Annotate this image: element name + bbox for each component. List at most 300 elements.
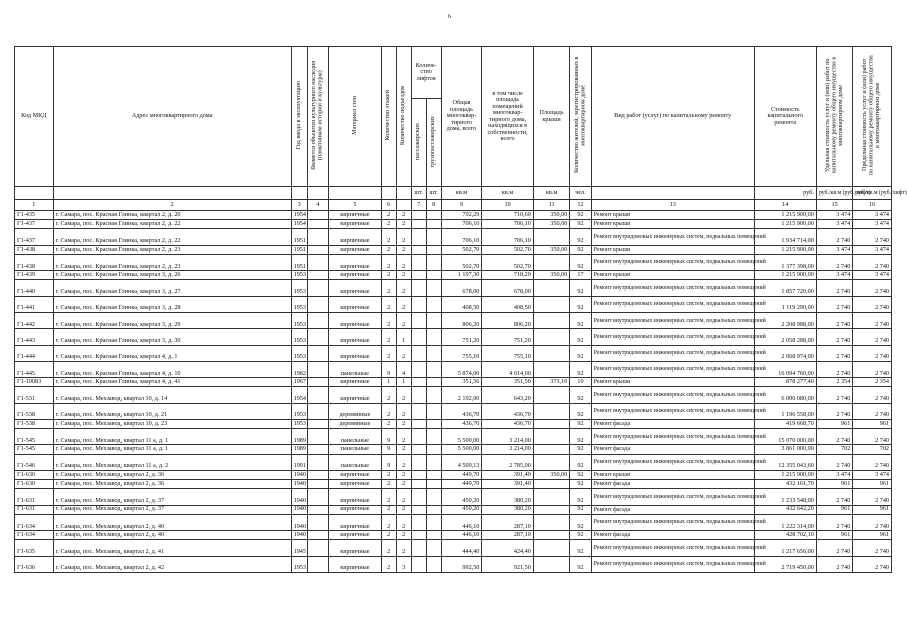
area-property-cell: 380,20 <box>482 489 533 505</box>
area-property-cell: 706,10 <box>482 229 533 245</box>
lifts-pass-cell <box>411 514 426 530</box>
table-row <box>15 220 892 229</box>
address-cell: г. Самара, пос. Мехзавод, квартал 2, д. 37 <box>53 489 291 505</box>
floors-cell: 2 <box>381 345 396 361</box>
residents-cell: 92 <box>570 229 591 245</box>
area-property-cell: 678,00 <box>482 280 533 296</box>
work-type-cell: Ремонт внутридомовых инженерных систем, подвальных помещений <box>591 403 754 419</box>
area-total-cell: 5 500,00 <box>441 445 482 454</box>
max-cost-cell: 2 740 <box>853 489 892 505</box>
roof-area-cell <box>533 296 569 312</box>
year-cell: 1940 <box>291 531 307 540</box>
unit-unit-cost: руб./кв.м (руб./лифт) <box>816 187 852 200</box>
entrances-cell: 2 <box>396 429 411 445</box>
code-cell: Г1-635 <box>15 540 54 556</box>
lifts-cargo-cell <box>426 489 441 505</box>
entrances-cell: 2 <box>396 419 411 428</box>
residents-cell: 92 <box>570 220 591 229</box>
area-property-cell: 4 014,00 <box>482 361 533 377</box>
residents-cell: 92 <box>570 489 591 505</box>
lifts-cargo-cell <box>426 505 441 514</box>
roof-area-cell <box>533 329 569 345</box>
residents-cell: 92 <box>570 540 591 556</box>
wall-cell: кирпичные <box>329 556 382 572</box>
floors-cell: 2 <box>381 514 396 530</box>
address-cell: г. Самара, пос. Мехзавод, квартал 11 а, д. 2 <box>53 454 291 470</box>
work-type-cell: Ремонт фасада <box>591 480 754 489</box>
max-cost-cell: 2 354 <box>853 378 892 387</box>
year-cell: 1940 <box>291 505 307 514</box>
work-type-cell: Ремонт внутридомовых инженерных систем, подвальных помещений <box>591 345 754 361</box>
code-cell: Г1-444 <box>15 345 54 361</box>
area-total-cell: 2 192,00 <box>441 387 482 403</box>
wall-cell: кирпичные <box>329 245 382 254</box>
wall-cell: кирпичные <box>329 480 382 489</box>
cost-cell: 15 070 000,00 <box>754 429 816 445</box>
work-type-cell: Ремонт крыши <box>591 245 754 254</box>
floors-cell: 2 <box>381 312 396 328</box>
cost-cell: 1 215 900,00 <box>754 470 816 479</box>
cost-cell: 2 208 988,00 <box>754 312 816 328</box>
year-cell: 1989 <box>291 429 307 445</box>
cost-cell: 2 719 450,00 <box>754 556 816 572</box>
cost-cell: 432 642,20 <box>754 505 816 514</box>
area-property-cell: 287,10 <box>482 531 533 540</box>
wall-cell: деревянные <box>329 419 382 428</box>
wall-cell: кирпичные <box>329 531 382 540</box>
area-property-cell: 710,60 <box>482 211 533 220</box>
area-total-cell: 449,70 <box>441 470 482 479</box>
floors-cell: 2 <box>381 245 396 254</box>
area-total-cell: 755,10 <box>441 345 482 361</box>
area-property-cell: 3 214,00 <box>482 445 533 454</box>
work-type-cell: Ремонт внутридомовых инженерных систем, подвальных помещений <box>591 296 754 312</box>
cost-cell: 6 006 080,00 <box>754 387 816 403</box>
heritage-cell <box>307 211 328 220</box>
wall-cell: кирпичные <box>329 345 382 361</box>
residents-cell: 92 <box>570 345 591 361</box>
area-property-cell: 3 214,00 <box>482 429 533 445</box>
roof-area-cell <box>533 229 569 245</box>
code-cell: Г1-10083 <box>15 378 54 387</box>
col-lifts-cargo-header: грузопассажирских <box>429 115 437 167</box>
area-total-cell: 706,10 <box>441 229 482 245</box>
wall-cell: кирпичные <box>329 280 382 296</box>
lifts-cargo-cell <box>426 329 441 345</box>
table-row <box>15 445 892 454</box>
work-type-cell: Ремонт крыши <box>591 470 754 479</box>
code-cell: Г1-442 <box>15 312 54 328</box>
lifts-cargo-cell <box>426 429 441 445</box>
year-cell: 1940 <box>291 489 307 505</box>
residents-cell: 92 <box>570 211 591 220</box>
work-type-cell: Ремонт внутридомовых инженерных систем, подвальных помещений <box>591 556 754 572</box>
code-cell: Г1-439 <box>15 271 54 280</box>
unit-cost-cell: 961 <box>816 480 852 489</box>
roof-area-cell <box>533 445 569 454</box>
lifts-cargo-cell <box>426 345 441 361</box>
lifts-cargo-cell <box>426 378 441 387</box>
max-cost-cell: 3 474 <box>853 470 892 479</box>
residents-cell: 92 <box>570 531 591 540</box>
roof-area-cell: 350,00 <box>533 245 569 254</box>
unit-cost-cell: 2 740 <box>816 254 852 270</box>
floors-cell: 2 <box>381 254 396 270</box>
cost-cell: 432 161,70 <box>754 480 816 489</box>
area-property-cell: 643,20 <box>482 387 533 403</box>
roof-area-cell <box>533 429 569 445</box>
work-type-cell: Ремонт внутридомовых инженерных систем, подвальных помещений <box>591 387 754 403</box>
lifts-pass-cell <box>411 254 426 270</box>
heritage-cell <box>307 514 328 530</box>
max-cost-cell: 2 740 <box>853 387 892 403</box>
col-lifts-pass-header: пассажирских <box>414 122 422 160</box>
lifts-cargo-cell <box>426 556 441 572</box>
address-cell: г. Самара, пос. Красная Глинка, квартал 2, д. 22 <box>53 220 291 229</box>
lifts-pass-cell <box>411 245 426 254</box>
entrances-cell: 1 <box>396 378 411 387</box>
cost-cell: 1 233 548,00 <box>754 489 816 505</box>
lifts-pass-cell <box>411 296 426 312</box>
max-cost-cell: 3 474 <box>853 245 892 254</box>
wall-cell: панельные <box>329 454 382 470</box>
heritage-cell <box>307 312 328 328</box>
lifts-cargo-cell <box>426 387 441 403</box>
max-cost-cell: 2 740 <box>853 345 892 361</box>
table-row <box>15 211 892 220</box>
residents-cell: 92 <box>570 419 591 428</box>
entrances-cell: 2 <box>396 514 411 530</box>
col-address-header: Адрес многоквартирного дома <box>53 47 291 187</box>
lifts-cargo-cell <box>426 271 441 280</box>
lifts-pass-cell <box>411 361 426 377</box>
cost-cell: 1 222 314,00 <box>754 514 816 530</box>
address-cell: г. Самара, пос. Красная Глинка, квартал 4, д. 10 <box>53 361 291 377</box>
unit-cost-cell: 2 740 <box>816 280 852 296</box>
cost-cell: 1 119 290,00 <box>754 296 816 312</box>
residents-cell: 92 <box>570 361 591 377</box>
unit-roof-area: кв.м <box>533 187 569 200</box>
col-entrances-header: Количество подъездов <box>399 85 407 145</box>
unit-cost-cell: 2 740 <box>816 345 852 361</box>
table-row <box>15 556 892 572</box>
work-type-cell: Ремонт крыши <box>591 271 754 280</box>
unit-cost-cell: 961 <box>816 419 852 428</box>
table-row <box>15 403 892 419</box>
table-row <box>15 229 892 245</box>
year-cell: 1991 <box>291 454 307 470</box>
code-cell: Г1-630 <box>15 470 54 479</box>
lifts-pass-cell <box>411 489 426 505</box>
cost-cell: 1 215 900,00 <box>754 211 816 220</box>
area-property-cell: 502,70 <box>482 245 533 254</box>
area-total-cell: 450,20 <box>441 505 482 514</box>
area-property-cell: 806,20 <box>482 312 533 328</box>
year-cell: 1982 <box>291 361 307 377</box>
heritage-cell <box>307 220 328 229</box>
area-total-cell: 351,56 <box>441 378 482 387</box>
lifts-pass-cell <box>411 445 426 454</box>
heritage-cell <box>307 454 328 470</box>
heritage-cell <box>307 470 328 479</box>
work-type-cell: Ремонт фасада <box>591 505 754 514</box>
heritage-cell <box>307 429 328 445</box>
col-code-header: Код МКД <box>15 47 54 187</box>
address-cell: г. Самара, пос. Мехзавод, квартал 2, д. 42 <box>53 556 291 572</box>
cost-cell: 12 355 043,60 <box>754 454 816 470</box>
floors-cell: 2 <box>381 211 396 220</box>
unit-cost-cell: 3 474 <box>816 470 852 479</box>
year-cell: 1953 <box>291 345 307 361</box>
year-cell: 1951 <box>291 254 307 270</box>
entrances-cell: 2 <box>396 254 411 270</box>
unit-cost-cell: 3 474 <box>816 211 852 220</box>
column-number: 2 <box>53 200 291 211</box>
residents-cell: 92 <box>570 556 591 572</box>
column-number: 9 <box>441 200 482 211</box>
wall-cell: кирпичные <box>329 254 382 270</box>
table-row <box>15 489 892 505</box>
area-total-cell: 678,00 <box>441 280 482 296</box>
table-row <box>15 429 892 445</box>
lifts-pass-cell <box>411 556 426 572</box>
max-cost-cell: 2 740 <box>853 296 892 312</box>
area-property-cell: 436,70 <box>482 403 533 419</box>
year-cell: 1953 <box>291 329 307 345</box>
address-cell: г. Самара, пос. Мехзавод, квартал 11 а, д. 1 <box>53 445 291 454</box>
roof-area-cell <box>533 403 569 419</box>
max-cost-cell: 961 <box>853 480 892 489</box>
entrances-cell: 1 <box>396 329 411 345</box>
work-type-cell: Ремонт внутридомовых инженерных систем, подвальных помещений <box>591 229 754 245</box>
col-residents-header: Количество жителей, зарегистрированных в многоквартирном доме <box>573 57 587 174</box>
cost-cell: 1 215 900,00 <box>754 271 816 280</box>
entrances-cell: 3 <box>396 556 411 572</box>
entrances-cell: 2 <box>396 229 411 245</box>
table-row <box>15 419 892 428</box>
area-total-cell: 444,40 <box>441 540 482 556</box>
max-cost-cell: 2 740 <box>853 254 892 270</box>
col-cost-header: Стоимость капитального ремонта <box>754 47 816 187</box>
work-type-cell: Ремонт крыши <box>591 378 754 387</box>
work-type-cell: Ремонт внутридомовых инженерных систем, подвальных помещений <box>591 329 754 345</box>
max-cost-cell: 2 740 <box>853 454 892 470</box>
lifts-pass-cell <box>411 211 426 220</box>
max-cost-cell: 2 740 <box>853 514 892 530</box>
residents-cell: 92 <box>570 470 591 479</box>
lifts-pass-cell <box>411 378 426 387</box>
address-cell: г. Самара, пос. Красная Глинка, квартал 3, д. 30 <box>53 329 291 345</box>
unit-cost-cell: 2 354 <box>816 378 852 387</box>
unit-max-cost: руб./кв.м (руб./лифт) <box>853 187 892 200</box>
area-property-cell: 391,40 <box>482 480 533 489</box>
col-roof-area-header: Площадь крыши <box>533 47 569 187</box>
lifts-cargo-cell <box>426 454 441 470</box>
area-total-cell: 992,50 <box>441 556 482 572</box>
entrances-cell: 2 <box>396 470 411 479</box>
roof-area-cell: 373,10 <box>533 378 569 387</box>
wall-cell: кирпичные <box>329 211 382 220</box>
unit-cost-cell: 2 740 <box>816 454 852 470</box>
year-cell: 1951 <box>291 229 307 245</box>
wall-cell: панельные <box>329 361 382 377</box>
residents-cell: 92 <box>570 387 591 403</box>
heritage-cell <box>307 296 328 312</box>
work-type-cell: Ремонт внутридомовых инженерных систем, подвальных помещений <box>591 254 754 270</box>
entrances-cell: 2 <box>396 540 411 556</box>
unit-cost-cell: 2 740 <box>816 329 852 345</box>
table-row <box>15 505 892 514</box>
residents-cell: 92 <box>570 312 591 328</box>
table-row <box>15 470 892 479</box>
column-number: 7 <box>411 200 426 211</box>
unit-cost-cell: 2 740 <box>816 403 852 419</box>
unit-residents: чел. <box>570 187 591 200</box>
table-body <box>15 211 892 573</box>
table-row <box>15 280 892 296</box>
max-cost-cell: 2 740 <box>853 280 892 296</box>
max-cost-cell: 961 <box>853 531 892 540</box>
residents-cell: 92 <box>570 329 591 345</box>
max-cost-cell: 702 <box>853 445 892 454</box>
area-property-cell: 436,70 <box>482 419 533 428</box>
lifts-cargo-cell <box>426 361 441 377</box>
table-row <box>15 271 892 280</box>
area-property-cell: 706,10 <box>482 220 533 229</box>
units-row <box>15 187 892 200</box>
roof-area-cell <box>533 514 569 530</box>
floors-cell: 2 <box>381 280 396 296</box>
column-number: 4 <box>307 200 328 211</box>
cost-cell: 1 217 656,00 <box>754 540 816 556</box>
code-cell: Г1-435 <box>15 211 54 220</box>
code-cell: Г1-445 <box>15 361 54 377</box>
page-number: 6 <box>448 14 451 20</box>
table-row <box>15 480 892 489</box>
address-cell: г. Самара, пос. Красная Глинка, квартал 3, д. 28 <box>53 296 291 312</box>
entrances-cell: 4 <box>396 361 411 377</box>
year-cell: 1953 <box>291 419 307 428</box>
heritage-cell <box>307 540 328 556</box>
unit-cost-cell: 2 740 <box>816 514 852 530</box>
year-cell: 1953 <box>291 556 307 572</box>
work-type-cell: Ремонт крыши <box>591 220 754 229</box>
floors-cell: 2 <box>381 470 396 479</box>
floors-cell: 9 <box>381 361 396 377</box>
area-property-cell: 502,70 <box>482 254 533 270</box>
roof-area-cell <box>533 254 569 270</box>
column-number: 5 <box>329 200 382 211</box>
floors-cell: 2 <box>381 540 396 556</box>
area-total-cell: 5 500,00 <box>441 429 482 445</box>
residents-cell: 92 <box>570 245 591 254</box>
cost-cell: 1 196 558,00 <box>754 403 816 419</box>
unit-cost-cell: 2 740 <box>816 361 852 377</box>
cost-cell: 1 377 398,00 <box>754 254 816 270</box>
area-total-cell: 4 509,13 <box>441 454 482 470</box>
work-type-cell: Ремонт фасада <box>591 445 754 454</box>
entrances-cell: 2 <box>396 312 411 328</box>
col-area-total-header: Общая площадь многоквар-тирного дома, всего <box>441 47 482 187</box>
area-property-cell: 424,40 <box>482 540 533 556</box>
entrances-cell: 2 <box>396 454 411 470</box>
entrances-cell: 2 <box>396 280 411 296</box>
heritage-cell <box>307 556 328 572</box>
roof-area-cell: 350,00 <box>533 220 569 229</box>
table-row <box>15 329 892 345</box>
heritage-cell <box>307 245 328 254</box>
roof-area-cell <box>533 531 569 540</box>
floors-cell: 2 <box>381 229 396 245</box>
area-total-cell: 436,70 <box>441 403 482 419</box>
code-cell: Г1-438 <box>15 254 54 270</box>
work-type-cell: Ремонт фасада <box>591 531 754 540</box>
col-unit-cost-header: Удельная стоимость услуг и (или) работ по капитальному ремонту общего имущества в многоквартирном доме <box>823 57 844 174</box>
year-cell: 1951 <box>291 245 307 254</box>
residents-cell: 92 <box>570 454 591 470</box>
unit-cost-cell: 2 740 <box>816 429 852 445</box>
table-row <box>15 540 892 556</box>
code-cell: Г1-531 <box>15 387 54 403</box>
entrances-cell: 2 <box>396 345 411 361</box>
area-total-cell: 408,50 <box>441 296 482 312</box>
heritage-cell <box>307 329 328 345</box>
area-total-cell: 792,29 <box>441 211 482 220</box>
floors-cell: 9 <box>381 429 396 445</box>
lifts-pass-cell <box>411 220 426 229</box>
unit-cost-cell: 961 <box>816 505 852 514</box>
lifts-cargo-cell <box>426 419 441 428</box>
unit-cost: руб. <box>754 187 816 200</box>
unit-cost-cell: 3 474 <box>816 220 852 229</box>
entrances-cell: 2 <box>396 403 411 419</box>
work-type-cell: Ремонт фасада <box>591 419 754 428</box>
wall-cell: кирпичные <box>329 312 382 328</box>
year-cell: 1953 <box>291 296 307 312</box>
year-cell: 1953 <box>291 312 307 328</box>
heritage-cell <box>307 361 328 377</box>
unit-lifts-cargo: шт. <box>426 187 441 200</box>
col-max-cost-header: Предельная стоимость услуг и (или) работ по капитальному ремонту общего имущества в многоквартирном доме <box>861 55 882 176</box>
entrances-cell: 2 <box>396 531 411 540</box>
address-cell: г. Самара, пос. Мехзавод, квартал 2, д. 41 <box>53 540 291 556</box>
address-cell: г. Самара, пос. Красная Глинка, квартал 4, д. 41 <box>53 378 291 387</box>
table-row <box>15 312 892 328</box>
year-cell: 1953 <box>291 271 307 280</box>
area-total-cell: 436,70 <box>441 419 482 428</box>
code-cell: Г1-437 <box>15 220 54 229</box>
repair-register-table <box>14 46 907 573</box>
lifts-pass-cell <box>411 229 426 245</box>
code-cell: Г1-443 <box>15 329 54 345</box>
column-number <box>396 200 411 211</box>
column-number: 14 <box>754 200 816 211</box>
lifts-cargo-cell <box>426 296 441 312</box>
year-cell: 1953 <box>291 280 307 296</box>
col-lifts-header: Количе-ство лифтов <box>411 47 441 99</box>
roof-area-cell <box>533 345 569 361</box>
roof-area-cell <box>533 312 569 328</box>
work-type-cell: Ремонт внутридомовых инженерных систем, подвальных помещений <box>591 514 754 530</box>
wall-cell: кирпичные <box>329 271 382 280</box>
lifts-pass-cell <box>411 480 426 489</box>
roof-area-cell <box>533 540 569 556</box>
wall-cell: кирпичные <box>329 220 382 229</box>
lifts-cargo-cell <box>426 514 441 530</box>
cost-cell: 1 215 900,00 <box>754 220 816 229</box>
table-row <box>15 345 892 361</box>
lifts-pass-cell <box>411 280 426 296</box>
